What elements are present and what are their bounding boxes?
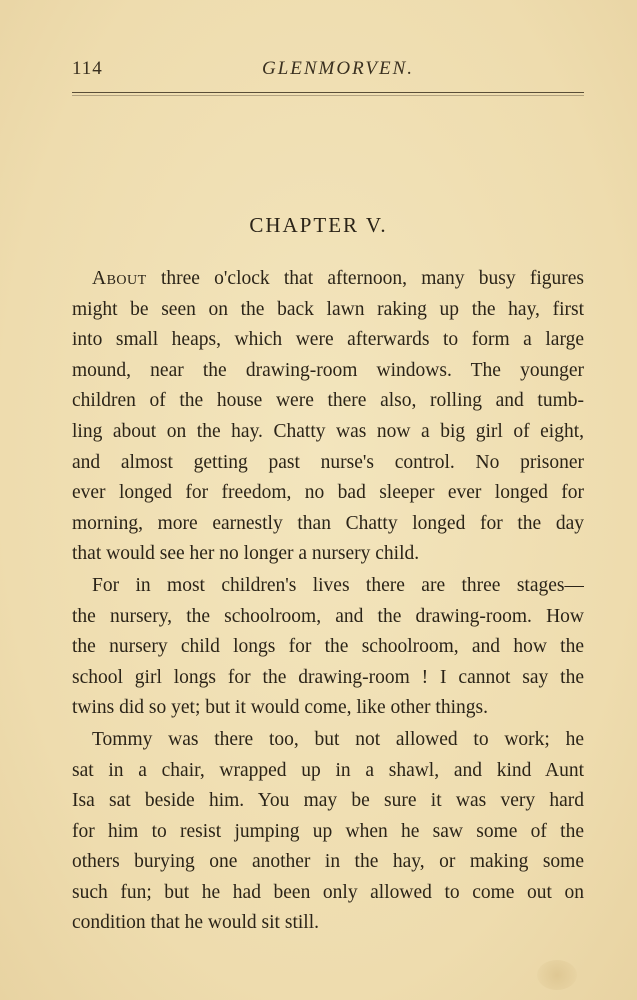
text-line: twins did so yet; but it would come, like other things. [72,697,488,719]
text-line: mound, near the drawing-room windows. The younger [72,359,584,381]
chapter-heading: CHAPTER V. [249,213,388,237]
text-line: into small heaps, which were afterwards to form a large [72,329,584,351]
text-line: might be seen on the back lawn raking up the hay, first [72,298,584,320]
running-head [72,58,584,84]
text-line: school girl longs for the drawing-room ! I cannot say the [72,666,584,688]
paragraph-3 [72,725,584,939]
paragraph-2 [72,571,584,724]
header-rule [72,92,584,93]
text-line: About three o'clock that afternoon, many busy figures [92,268,584,289]
text-line: Tommy was there too, but not allowed to work; he [92,728,584,750]
text-line: such fun; but he had been only allowed to come out on [72,881,584,903]
text-line: condition that he would sit still. [72,912,319,934]
running-title: GLENMORVEN. [261,58,414,79]
text-line: others burying one another in the hay, or making some [72,851,584,873]
paper-stain [537,960,577,990]
text-line: ever longed for freedom, no bad sleeper ever longed for [72,482,584,504]
header-rule-secondary [72,95,584,96]
text-line: ling about on the hay. Chatty was now a big girl of eight, [72,420,584,442]
paragraph-1 [72,264,584,570]
text-line: children of the house were there also, rolling and tumb- [72,390,584,412]
text-line: Isa sat beside him. You may be sure it was very hard [72,790,584,812]
body-text [72,264,584,940]
text-line: morning, more earnestly than Chatty longed for the day [72,512,584,534]
lead-word: About [92,268,147,289]
text-line: For in most children's lives there are three stages— [92,574,584,596]
text-line: the nursery, the schoolroom, and the drawing-room. How [72,605,584,627]
text-line: the nursery child longs for the schoolroom, and how the [72,636,584,658]
text-line: and almost getting past nurse's control. No prisoner [72,451,584,473]
text-line: sat in a chair, wrapped up in a shawl, and kind Aunt [72,759,584,781]
text-line: for him to resist jumping up when he saw some of the [72,820,584,842]
page-number: 114 [72,58,103,79]
text-line: that would see her no longer a nursery child. [72,543,420,565]
